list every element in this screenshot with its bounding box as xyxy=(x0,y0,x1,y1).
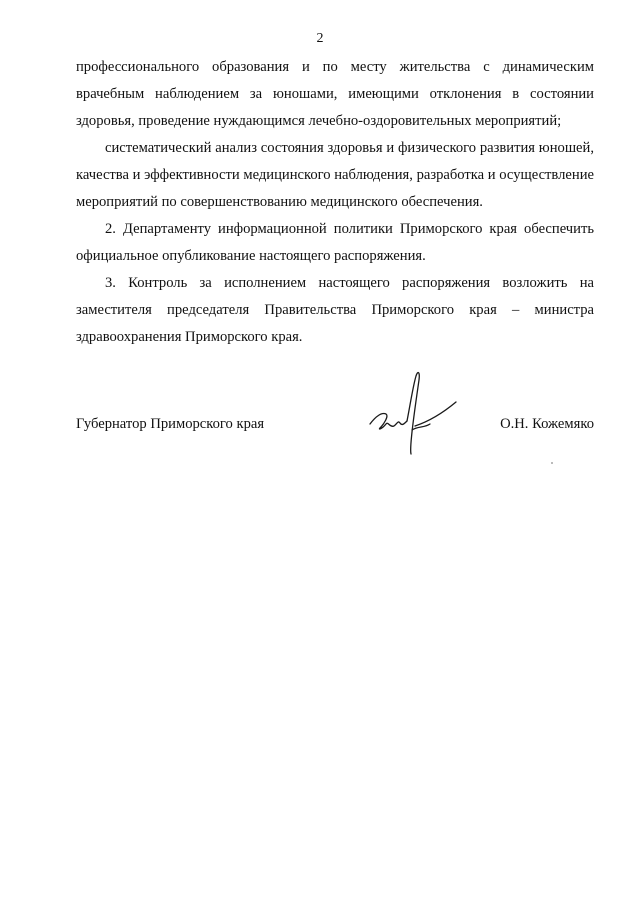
document-body xyxy=(76,54,594,351)
paragraph-continuation: профессионального образования и по месту жительства с динамическим врачебным наблюдением за юношами, имеющими отклонения в состоянии здоровья, проведение нуждающимся лечебно-оздоровительных мероприятий; xyxy=(76,59,594,129)
handwritten-signature xyxy=(360,366,470,462)
paragraph-systematic-analysis: систематический анализ состояния здоровья и физического развития юношей, качества и эффективности медицинского наблюдения, разработка и осуществление мероприятий по совершенствованию медицинского обеспечения. xyxy=(76,140,594,210)
signatory-name: О.Н. Кожемяко xyxy=(500,416,594,432)
signatory-position: Губернатор Приморского края xyxy=(76,416,265,432)
scan-speck xyxy=(551,462,553,464)
paragraph-item-3: 3. Контроль за исполнением настоящего распоряжения возложить на заместителя председателя Правительства Приморского края – министра здравоохранения Приморского края. xyxy=(76,275,594,345)
page-number: 2 xyxy=(316,31,324,46)
paragraph-item-2: 2. Департаменту информационной политики Приморского края обеспечить официальное опубликование настоящего распоряжения. xyxy=(76,221,594,264)
